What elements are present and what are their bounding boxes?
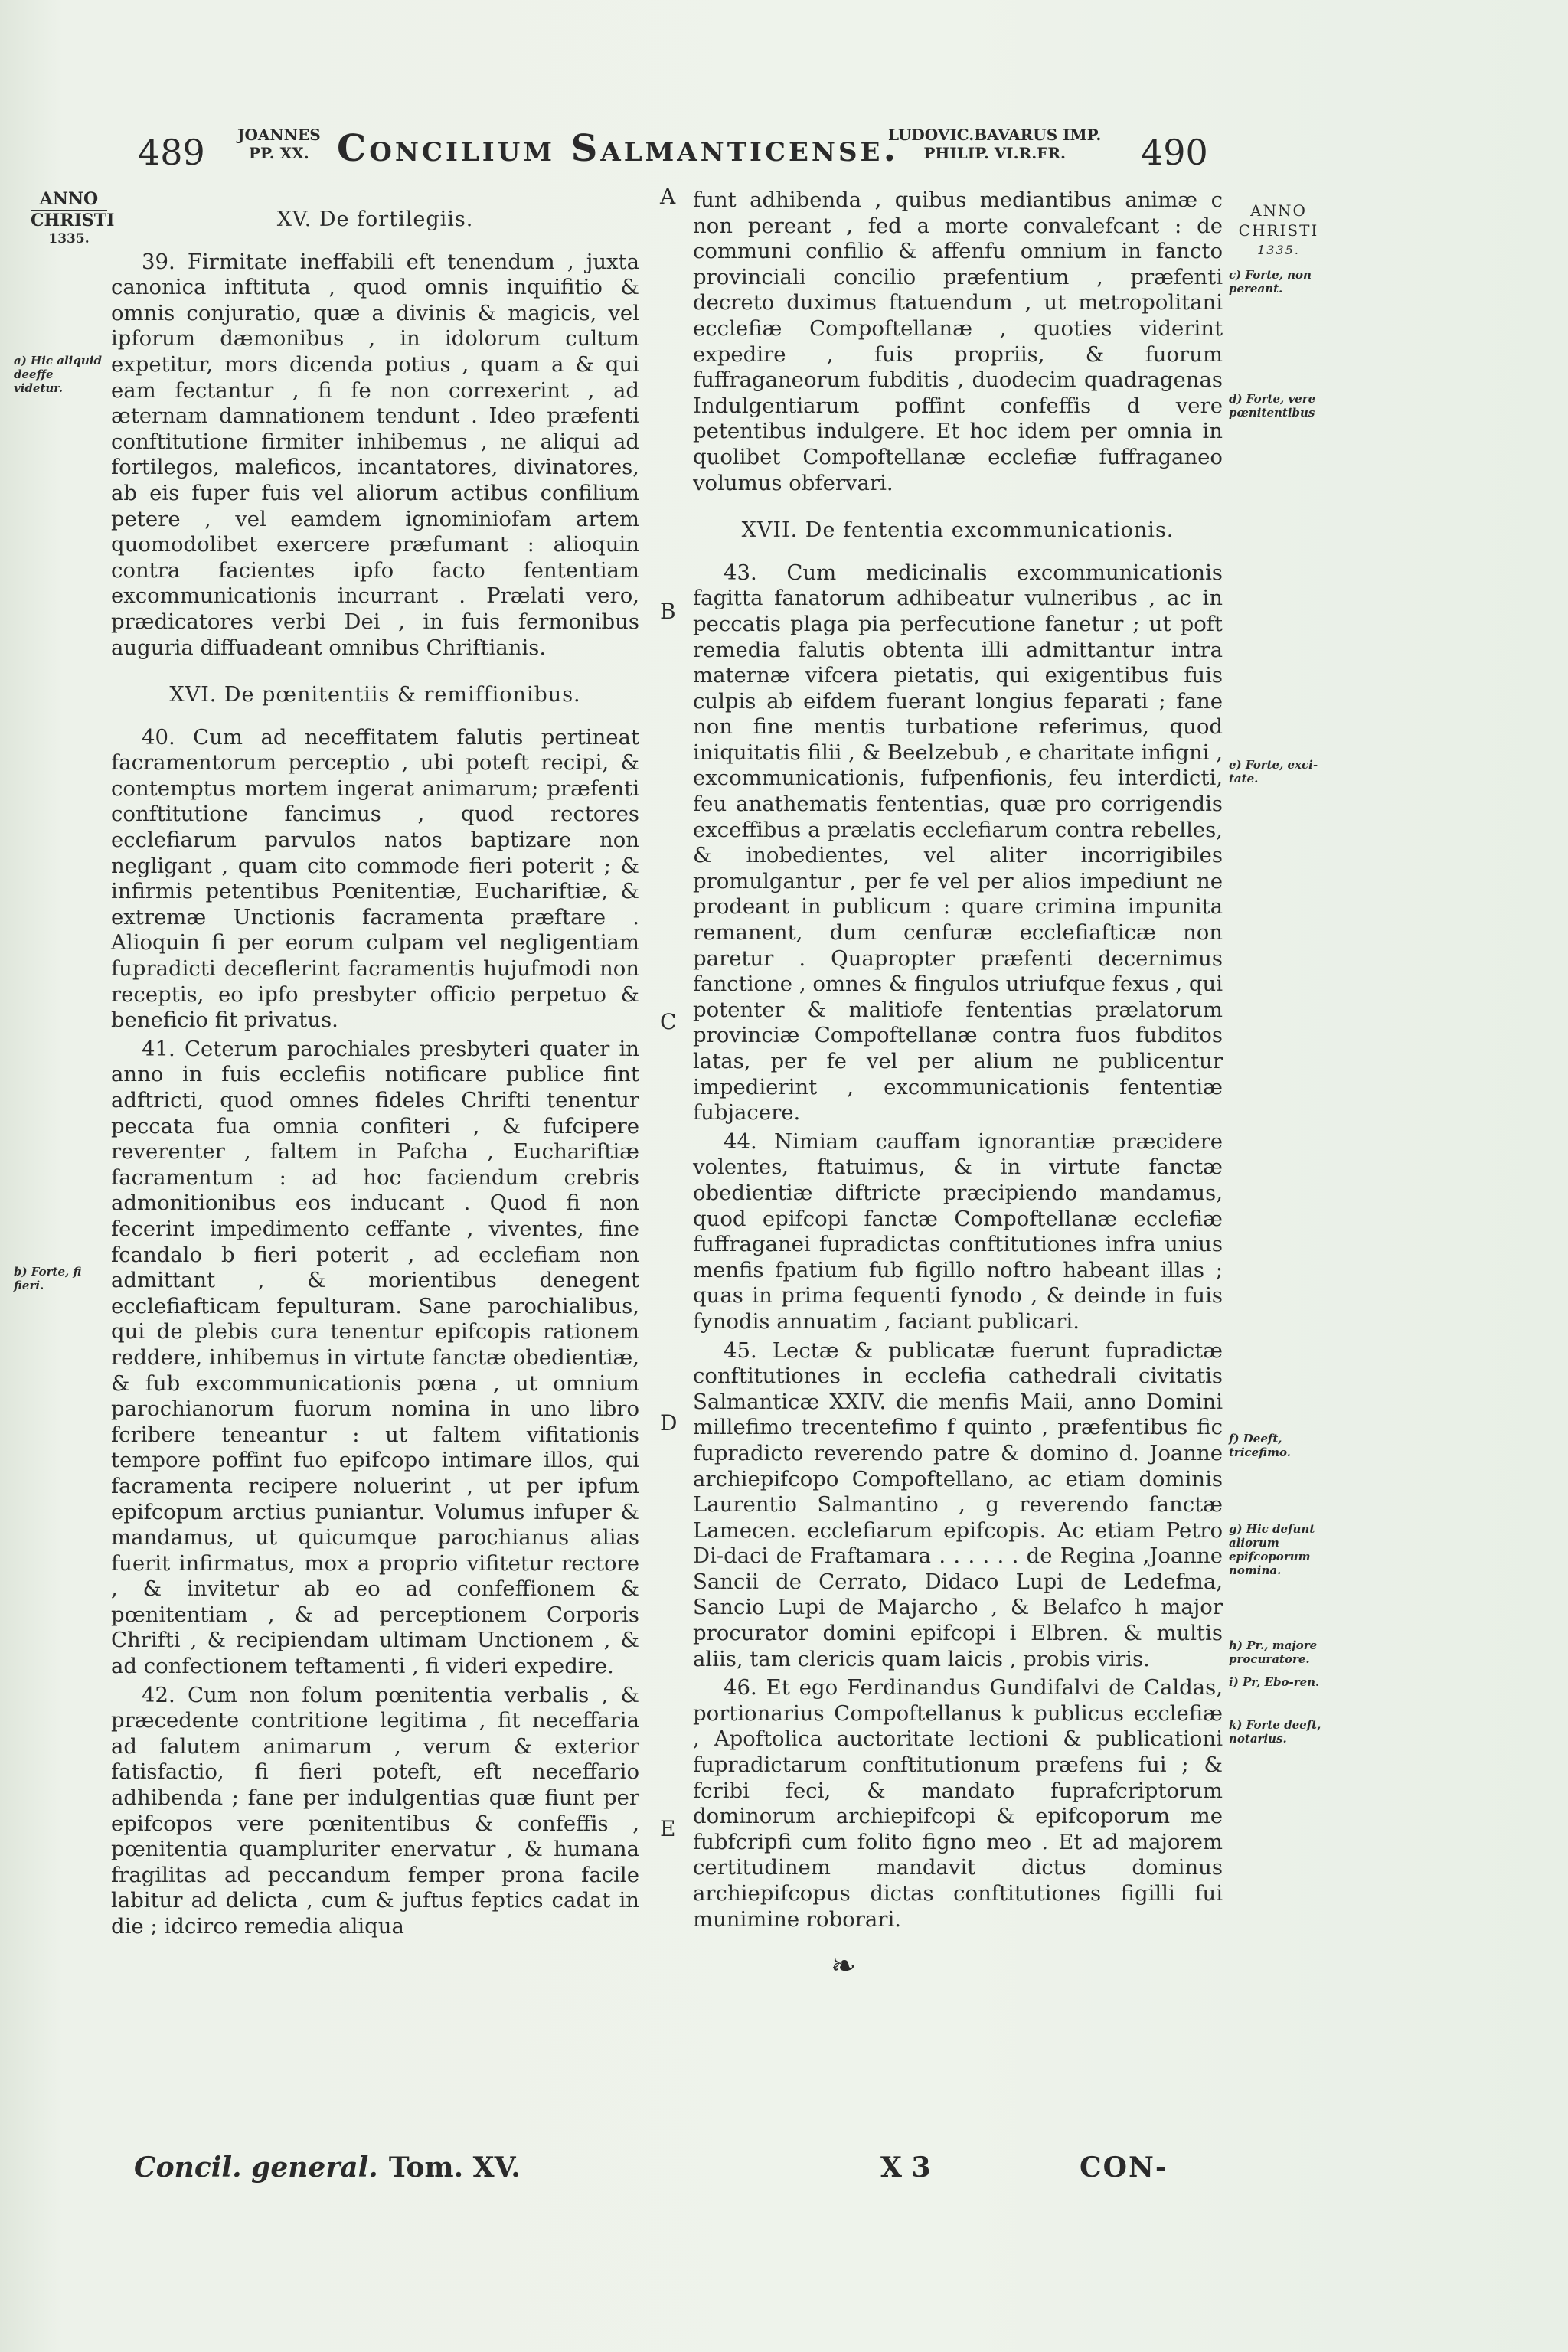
section-letter: E [660, 1816, 676, 1841]
signature-mark: X 3 [880, 2151, 931, 2184]
section-heading: XVI. De pœnitentiis & remiffionibus. [169, 683, 581, 707]
running-head-rulers: LUDOVIC.BAVARUS IMP. PHILIP. VI.R.FR. [888, 126, 1102, 162]
section-heading: XVII. De fententia excommunicationis. [741, 518, 1174, 543]
paragraph: 40. Cum ad neceffitatem falutis pertineat facramentorum perceptio , ubi poteft recipi, & contemptus mortem ingerat animarum; præfenti conftitutione fancimus , quod rectores ecclefiarum parvulos natos baptizare non negligant , quam cito commode fieri poterit ; & infirmis petentibus Pœnitentiæ, Euchariftiæ, & extremæ Unctionis facramenta præftare . Alioquin fi per eorum culpam vel negligentiam fupradicti deceflerint facramentis hujufmodi non receptis, eo ipfo presbyter officio perpetuo & beneficio fit privatus. [111, 724, 639, 1033]
margin-note: b) Forte, fi fieri. [14, 1265, 82, 1292]
paragraph: 43. Cum medicinalis excommunicationis fagitta fanatorum adhibeatur vulneribus , ac in peccatis plaga pia perfecutione fanetur ; ut poft remedia falutis obtenta illi admittantur intra maternæ vifcera pietatis, qui exigentibus fuis culpis ab eifdem fuerant longius feparati ; fane non fine mentis turbatione referimus, quod iniquitatis filii , & Beelzebub , e charitate infigni , excommunicationis, fufpenfionis, feu interdicti, feu anathematis fententias, quæ pro corrigendis exceffibus a prælatis ecclefiarum contra rebelles, & inobedientes, vel aliter incorrigibiles promulgantur , per fe vel per alios impediunt ne prodeant in publicum : quare crimina impunita remanent, dum cenfuræ ecclefiafticæ non paretur . Quapropter præfenti decernimus fanctione , omnes & fingulos utriufque fexus , qui potenter & malitiofe fententias prælatorum provinciæ Compoftellanæ contra fuos fubditos latas, per fe vel per alium ne publicentur impedierint , excommunicationis fententiæ fubjacere. [693, 560, 1223, 1125]
paragraph: 39. Firmitate ineffabili eft tenendum , juxta canonica inftituta , quod omnis inquifitio & omnis conjuratio, quæ a divinis & magicis, vel ipforum dæmonibus , in idolorum cultum expetitur, mors dicenda potius , quam a & qui eam fectantur , fi fe non correxerint , ad æternam damnationem tendunt . Ideo præfenti conftitutione firmiter inhibemus , ne aliqui ad fortilegos, maleficos, incantatores, divinatores, ab eis fuper fuis vel aliorum actibus confilium petere , vel eamdem ignominiofam artem quomodolibet exercere præfumant : alioquin contra facientes ipfo facto fententiam excommunicationis incurrant . Prælati vero, prædicatores verbi Dei , in fuis fermonibus auguria diffuadeant omnibus Chriftianis. [111, 249, 639, 660]
left-column [111, 207, 639, 1943]
anno-christi-right: ANNO CHRISTI 1335. [1238, 201, 1319, 257]
footer-tome: Tom. XV. [388, 2151, 521, 2184]
section-letter: C [660, 1009, 677, 1034]
page-number-left: 489 [138, 132, 205, 173]
section-letter: D [660, 1410, 678, 1436]
section-letter: A [660, 184, 676, 209]
running-head-pope: JOANNES PP. XX. [237, 126, 321, 162]
margin-note: g) Hic defunt aliorum epifcoporum nomina. [1229, 1522, 1315, 1577]
margin-note: c) Forte, non pereant. [1229, 268, 1312, 296]
paragraph: funt adhibenda , quibus mediantibus animæ c non pereant , fed a morte convalefcant : de communi confilio & affenfu omnium in fancto provinciali concilio præfentium , præfenti decreto duximus ftatuendum , ut metropolitani ecclefiæ Compoftellanæ , quoties viderint expedire , fuis propriis, & fuorum fuffraganeorum fubditis , duodecim quadragenas Indulgentiarum poffint confeffis d vere petentibus indulgere. Et hoc idem per omnia in quolibet Compoftellanæ ecclefiæ fuffraganeo volumus obfervari. [693, 188, 1223, 495]
margin-note: h) Pr., majore procuratore. [1229, 1638, 1318, 1666]
paragraph: 44. Nimiam cauffam ignorantiæ præcidere volentes, ftatuimus, & in virtute fanctæ obedientiæ diftricte præcipiendo mandamus, quod epifcopi fanctæ Compoftellanæ ecclefiæ fuffraganei fupradictas conftitutiones infra unius menfis fpatium fub figillo noftro habeant illas ; quas in prima fequenti fynodo , & deinde in fuis fynodis annuatim , faciant publicari. [693, 1129, 1223, 1334]
paragraph: 45. Lectæ & publicatæ fuerunt fupradictæ conftitutiones in ecclefia cathedrali civitatis Salmanticæ XXIV. die menfis Maii, anno Domini millefimo trecentefimo f quinto , præfentibus fic fupradicto reverendo patre & domino d. Joanne archiepifcopo Compoftellano, ac etiam dominis Laurentio Salmantino , g reverendo fanctæ Lamecen. ecclefiarum epifcopis. Ac etiam Petro Di-daci de Fraftamara . . . . . . de Regina ,Joanne Sancii de Cerrato, Didaco Lupi de Ledefma, Sancio Lupi de Majarcho , & Belafco h major procurator domini epifcopi i Elbren. & multis aliis, tam clericis quam laicis , probis viris. [693, 1338, 1223, 1671]
margin-note: i) Pr, Ebo-ren. [1229, 1675, 1320, 1689]
margin-note: f) Deeft, tricefimo. [1229, 1432, 1291, 1459]
footer-title: Concil. general. Tom. XV. [134, 2151, 521, 2184]
anno-christi-left: ANNO CHRISTI 1335. [31, 189, 115, 247]
paragraph: 41. Ceterum parochiales presbyteri quater in anno in fuis ecclefiis notificare publice fint adftricti, quod omnes fideles Chrifti tenentur peccata fua omnia confiteri , & fufcipere reverenter , faltem in Pafcha , Euchariftiæ facramentum : ad hoc faciendum crebris admonitionibus eos inducant . Quod fi non fecerint impedimento ceffante , viventes, fine fcandalo b fieri poterit , ad ecclefiam non admittant , & morientibus denegent ecclefiafticam fepulturam. Sane parochialibus, qui de plebis cura tenentur epifcopis rationem reddere, inhibemus in virtute fanctæ obedientiæ, & fub excommunicationis pœna , ut omnium parochianorum fuorum nomina in uno libro fcribere teneantur : ut faltem vifitationis tempore poffint fuo epifcopo intimare illos, qui facramenta recipere noluerint , ut per ipfum epifcopum arctius puniantur. Volumus infuper & mandamus, ut quicumque parochianus alias fuerit infirmatus, mox a proprio vifitetur rectore , & invitetur ab eo ad confeffionem & pœnitentiam , & ad perceptionem Corporis Chrifti , & recipiendam ultimam Unctionem , & ad confectionem teftamenti , fi videri expedire. [111, 1036, 639, 1679]
margin-note: e) Forte, exci-tate. [1229, 758, 1318, 786]
catchword: CON- [1080, 2151, 1168, 2184]
section-letter: B [660, 599, 676, 624]
paragraph: 42. Cum non folum pœnitentia verbalis , & præcedente contritione legitima , fit neceffaria ad falutem animarum , verum & exterior fatisfactio, fi fieri poteft, eft neceffario adhibenda ; fane per indulgentias quæ fiunt per epifcopos vere pœnitentibus & confeffis , pœnitentia quampluriter enervatur , & humana fragilitas ad peccandum femper prona facile labitur ad delicta , cum & juftus feptics cadat in die ; idcirco remedia aliqua [111, 1682, 639, 1939]
right-column [693, 188, 1223, 1936]
margin-note: a) Hic aliquid deeffe videtur. [14, 354, 102, 395]
page-title: Concilium Salmanticense. [337, 127, 900, 170]
section-heading: XV. De fortilegiis. [276, 207, 474, 231]
flourish-ornament: ❧ [831, 1949, 857, 1984]
margin-note: d) Forte, vere pœnitentibus [1229, 392, 1316, 420]
margin-note: k) Forte deeft, notarius. [1229, 1718, 1321, 1746]
page-number-right: 490 [1141, 132, 1208, 173]
paragraph: 46. Et ego Ferdinandus Gundifalvi de Caldas, portionarius Compoftellanus k publicus ecclefiæ , Apoftolica auctoritate lectioni & publicationi fupradictarum conftitutionum præfens fui ; & fcribi feci, & mandato fuprafcriptorum dominorum archiepifcopi & epifcoporum me fubfcripfi cum folito figno meo . Et ad majorem certitudinem mandavit dictus dominus archiepifcopus dictas conftitutiones figilli fui munimine roborari. [693, 1675, 1223, 1932]
